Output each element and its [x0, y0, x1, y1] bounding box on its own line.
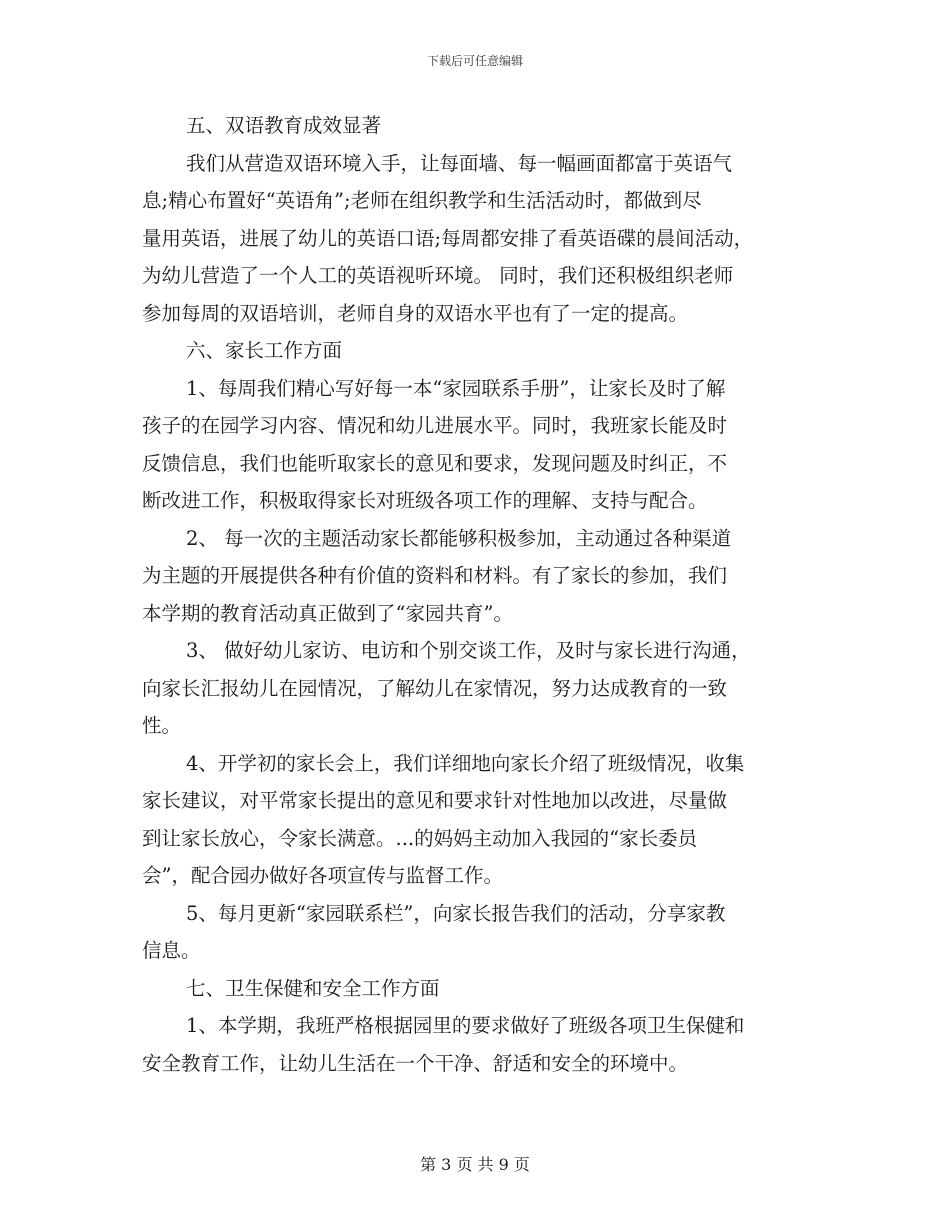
body-line: 3、 做好幼儿家访、电访和个别交谈工作，及时与家长进行沟通，	[186, 639, 751, 662]
body-line: 家长建议，对平常家长提出的意见和要求针对性地加以改进，尽量做	[142, 789, 728, 812]
body-line: 会”，配合园办做好各项宣传与监督工作。	[142, 864, 503, 887]
body-line: 六、家长工作方面	[186, 339, 343, 362]
body-line: 为幼儿营造了一个人工的英语视听环境。 同时，我们还积极组织老师	[142, 264, 734, 287]
document-body	[142, 107, 810, 1082]
body-line: 反馈信息，我们也能听取家长的意见和要求，发现问题及时纠正，不	[142, 451, 728, 475]
page-header: 下载后可任意编辑	[426, 54, 523, 68]
body-line: 七、卫生保健和安全工作方面	[186, 976, 440, 1000]
page-footer: 第 3 页 共 9 页	[420, 1155, 530, 1174]
body-line: 五、双语教育成效显著	[186, 114, 382, 137]
body-line: 本学期的教育活动真正做到了“家园共育”。	[142, 601, 513, 625]
body-line: 到让家长放心，令家长满意。...的妈妈主动加入我园的“家长委员	[142, 826, 698, 850]
body-line: 量用英语，进展了幼儿的英语口语;每周都安排了看英语碟的晨间活动，	[142, 226, 754, 250]
body-line: 向家长汇报幼儿在园情况，了解幼儿在家情况，努力达成教育的一致	[142, 676, 728, 700]
body-line: 为主题的开展提供各种有价值的资料和材料。有了家长的参加，我们	[142, 564, 728, 587]
body-line: 1、本学期，我班严格根据园里的要求做好了班级各项卫生保健和	[186, 1014, 745, 1037]
body-line: 息;精心布置好“英语角”;老师在组织教学和生活活动时，都做到尽	[142, 189, 702, 212]
body-line: 参加每周的双语培训，老师自身的双语水平也有了一定的提高。	[142, 301, 689, 325]
body-line: 我们从营造双语环境入手，让每面墙、每一幅画面都富于英语气	[186, 151, 733, 175]
body-line: 安全教育工作，让幼儿生活在一个干净、舒适和安全的环境中。	[142, 1051, 689, 1075]
body-line: 性。	[142, 714, 182, 737]
body-line: 信息。	[142, 939, 201, 962]
body-line: 1、每周我们精心写好每一本“家园联系手册”，让家长及时了解	[186, 376, 726, 400]
body-line: 5、每月更新“家园联系栏”，向家长报告我们的活动，分享家教	[186, 901, 726, 925]
body-line: 孩子的在园学习内容、情况和幼儿进展水平。同时，我班家长能及时	[142, 414, 728, 437]
body-line: 2、 每一次的主题活动家长都能够积极参加，主动通过各种渠道	[186, 526, 732, 550]
body-line: 4、开学初的家长会上，我们详细地向家长介绍了班级情况，收集	[186, 751, 745, 775]
body-line: 断改进工作，积极取得家长对班级各项工作的理解、支持与配合。	[142, 489, 708, 512]
